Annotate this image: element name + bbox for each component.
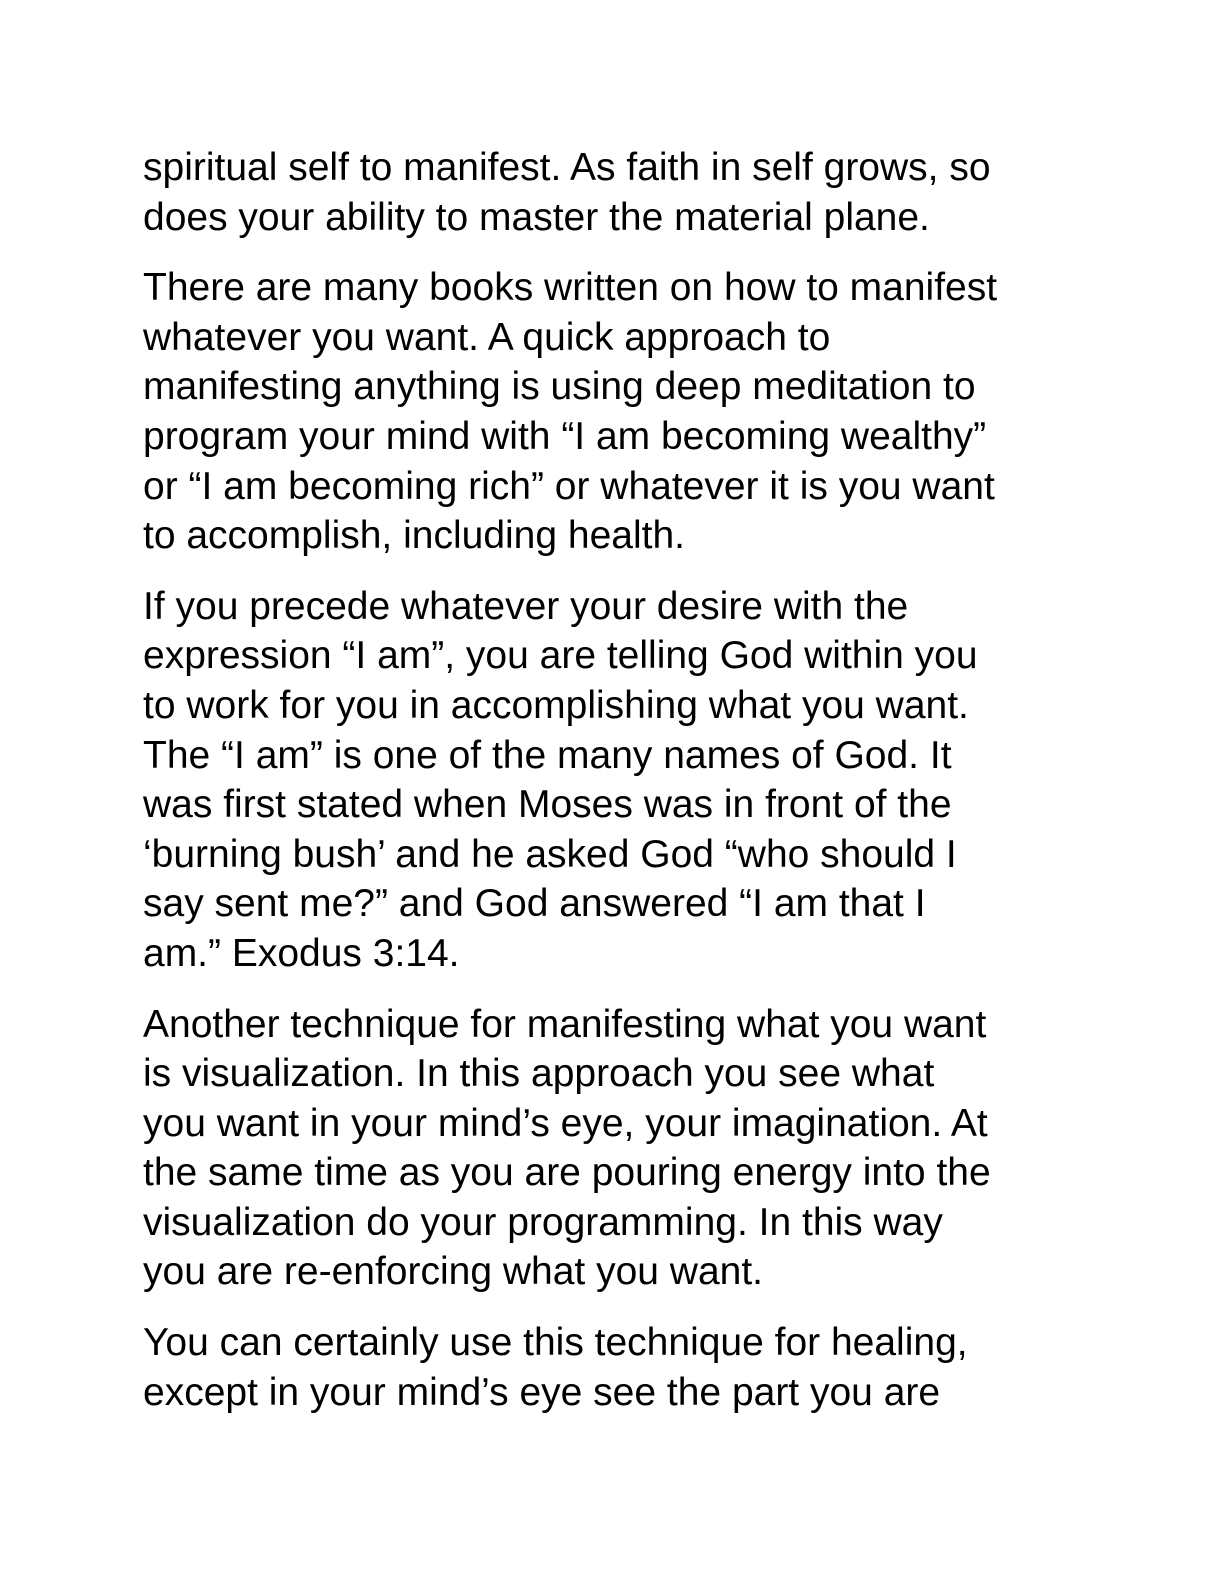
paragraph-5 [143,1318,1088,1417]
paragraph-4 [143,1000,1088,1298]
text-line: is visualization. In this approach you see what [143,1052,935,1096]
text-line: spiritual self to manifest. As faith in self grows, so [143,146,991,189]
paragraph-2 [143,263,1088,561]
text-line: you are re-enforcing what you want. [143,1250,764,1294]
text-line: program your mind with “I am becoming wealthy” [143,414,987,458]
page-body [143,143,1088,1438]
text-line: There are many books written on how to manifest [143,266,998,310]
text-line: manifesting anything is using deep meditation to [143,365,976,409]
paragraph-3 [143,582,1088,979]
text-line: does your ability to master the material plane. [143,195,930,239]
text-line: visualization do your programming. In this way [143,1200,943,1244]
text-line: expression “I am”, you are telling God within you [143,634,978,678]
text-line: Another technique for manifesting what you want [143,1002,987,1046]
text-line: you want in your mind’s eye, your imagination. At [143,1101,988,1145]
text-line: or “I am becoming rich” or whatever it is you want [143,464,995,508]
text-line: say sent me?” and God answered “I am that I [143,882,926,926]
text-line: whatever you want. A quick approach to [143,315,831,359]
text-line: If you precede whatever your desire with the [143,584,909,628]
text-line: You can certainly use this technique for healing, [143,1321,968,1365]
text-line: except in your mind’s eye see the part you are [143,1370,941,1414]
text-line: the same time as you are pouring energy into the [143,1151,991,1195]
text-line: to accomplish, including health. [143,514,685,558]
text-line: The “I am” is one of the many names of God. It [143,733,952,777]
text-line: ‘burning bush’ and he asked God “who should I [143,832,957,876]
text-line: was first stated when Moses was in front of the [143,783,952,827]
text-line: to work for you in accomplishing what you want. [143,683,969,727]
paragraph-1 [143,143,1088,242]
text-line: am.” Exodus 3:14. [143,931,460,975]
